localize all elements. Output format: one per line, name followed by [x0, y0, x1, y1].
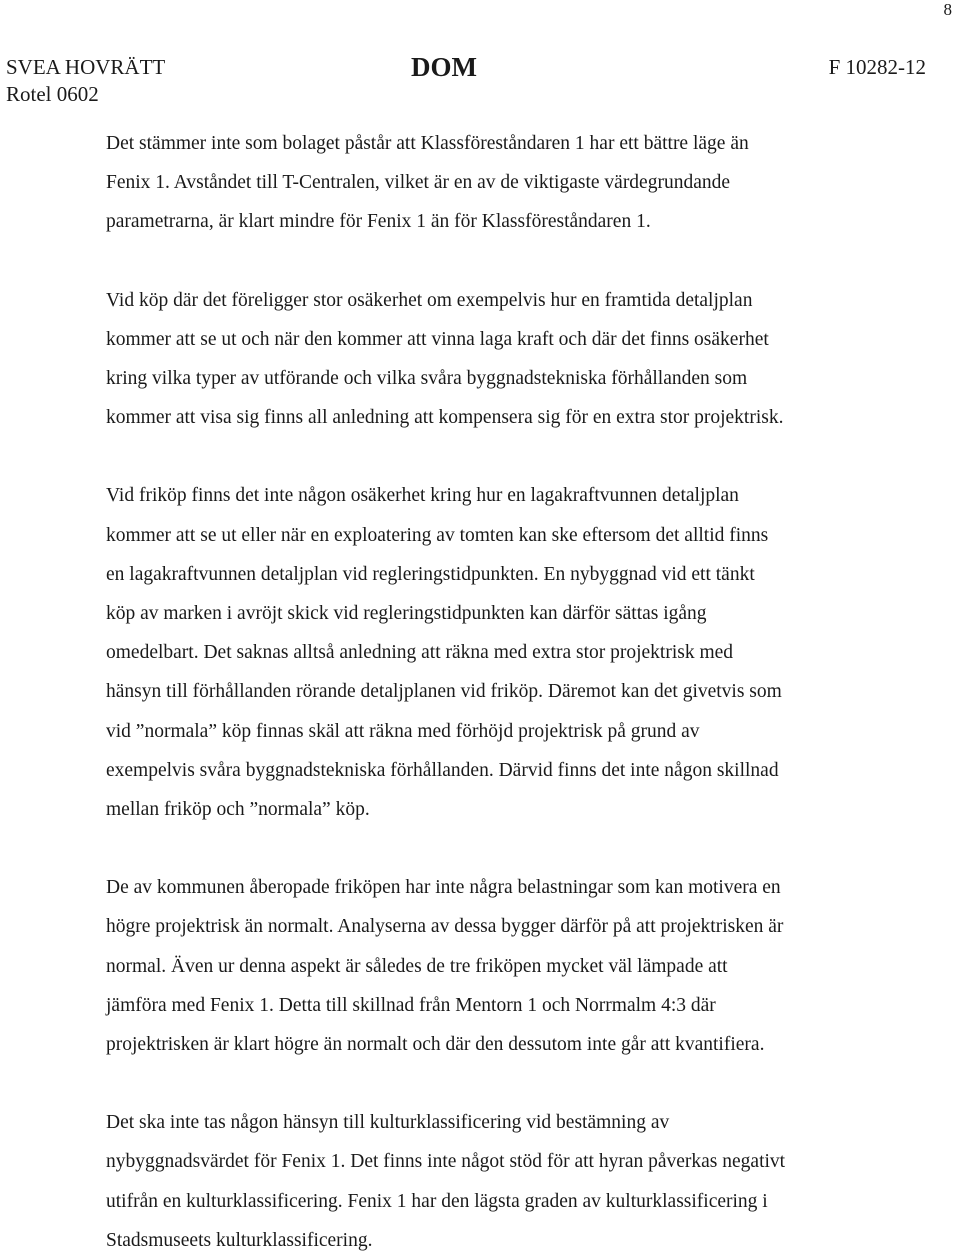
text-line: nybyggnadsvärdet för Fenix 1. Det finns inte något stöd för att hyran påverkas negativt: [106, 1151, 786, 1173]
text-line: De av kommunen åberopade friköpen har inte några belastningar som kan motivera en: [106, 877, 781, 899]
document-body: [106, 124, 906, 1260]
text-line: högre projektrisk än normalt. Analyserna av dessa bygger därför på att projektrisken är: [106, 916, 784, 938]
text-line: projektrisken är klart högre än normalt och där den dessutom inte går att kvantifiera.: [106, 1034, 765, 1056]
paragraph-purchase-uncertainty: [106, 281, 906, 438]
court-unit: Rotel 0602: [6, 82, 99, 106]
text-line: kring vilka typer av utförande och vilka svåra byggnadstekniska förhållanden som: [106, 368, 748, 390]
text-line: kommer att se ut eller när en exploatering av tomten kan ske eftersom det alltid finns: [106, 524, 769, 546]
text-line: omedelbart. Det saknas alltså anledning att räkna med extra stor projektrisk med: [106, 642, 734, 664]
text-line: kommer att se ut och när den kommer att vinna laga kraft och där det finns osäkerhet: [106, 328, 769, 350]
text-line: parametrarna, är klart mindre för Fenix 1 än för Klassföreståndaren 1.: [106, 211, 651, 233]
text-line: kommer att visa sig finns all anledning att kompensera sig för en extra stor projektrisk.: [106, 407, 784, 429]
text-line: mellan friköp och ”normala” köp.: [106, 799, 370, 821]
text-line: jämföra med Fenix 1. Detta till skillnad från Mentorn 1 och Norrmalm 4:3 där: [106, 994, 716, 1016]
text-line: Stadsmuseets kulturklassificering.: [106, 1229, 373, 1251]
text-line: Vid friköp finns det inte någon osäkerhet kring hur en lagakraftvunnen detaljplan: [106, 485, 739, 507]
case-number: F 10282-12: [828, 55, 926, 79]
text-line: vid ”normala” köp finnas skäl att räkna med förhöjd projektrisk på grund av: [106, 720, 700, 742]
text-line: Vid köp där det föreligger stor osäkerhet om exempelvis hur en framtida detaljplan: [106, 289, 753, 311]
paragraph-frikop: [106, 476, 906, 829]
paragraph-municipality-frikop: [106, 868, 906, 1064]
paragraph-location: [106, 124, 906, 242]
text-line: en lagakraftvunnen detaljplan vid regleringstidpunkten. En nybyggnad vid ett tänkt: [106, 563, 755, 585]
document-type: DOM: [411, 52, 477, 82]
paragraph-cultural-classification: [106, 1103, 906, 1260]
court-name: SVEA HOVRÄTT: [6, 55, 166, 79]
text-line: Det stämmer inte som bolaget påstår att Klassföreståndaren 1 har ett bättre läge än: [106, 133, 749, 154]
text-line: Fenix 1. Avståndet till T-Centralen, vilket är en av de viktigaste värdegrundande: [106, 172, 731, 194]
text-line: köp av marken i avröjt skick vid regleringstidpunkten kan därför sättas igång: [106, 603, 707, 625]
text-line: Det ska inte tas någon hänsyn till kulturklassificering vid bestämning av: [106, 1112, 670, 1134]
document-header: [6, 54, 926, 108]
text-line: exempelvis svåra byggnadstekniska förhållanden. Därvid finns det inte någon skillnad: [106, 759, 779, 781]
text-line: utifrån en kulturklassificering. Fenix 1 har den lägsta graden av kulturklassificering i: [106, 1190, 768, 1212]
text-line: hänsyn till förhållanden rörande detaljplanen vid friköp. Däremot kan det givetvis som: [106, 681, 782, 703]
text-line: normal. Även ur denna aspekt är således de tre friköpen mycket väl lämpade att: [106, 955, 728, 977]
page-number: 8: [943, 0, 952, 19]
